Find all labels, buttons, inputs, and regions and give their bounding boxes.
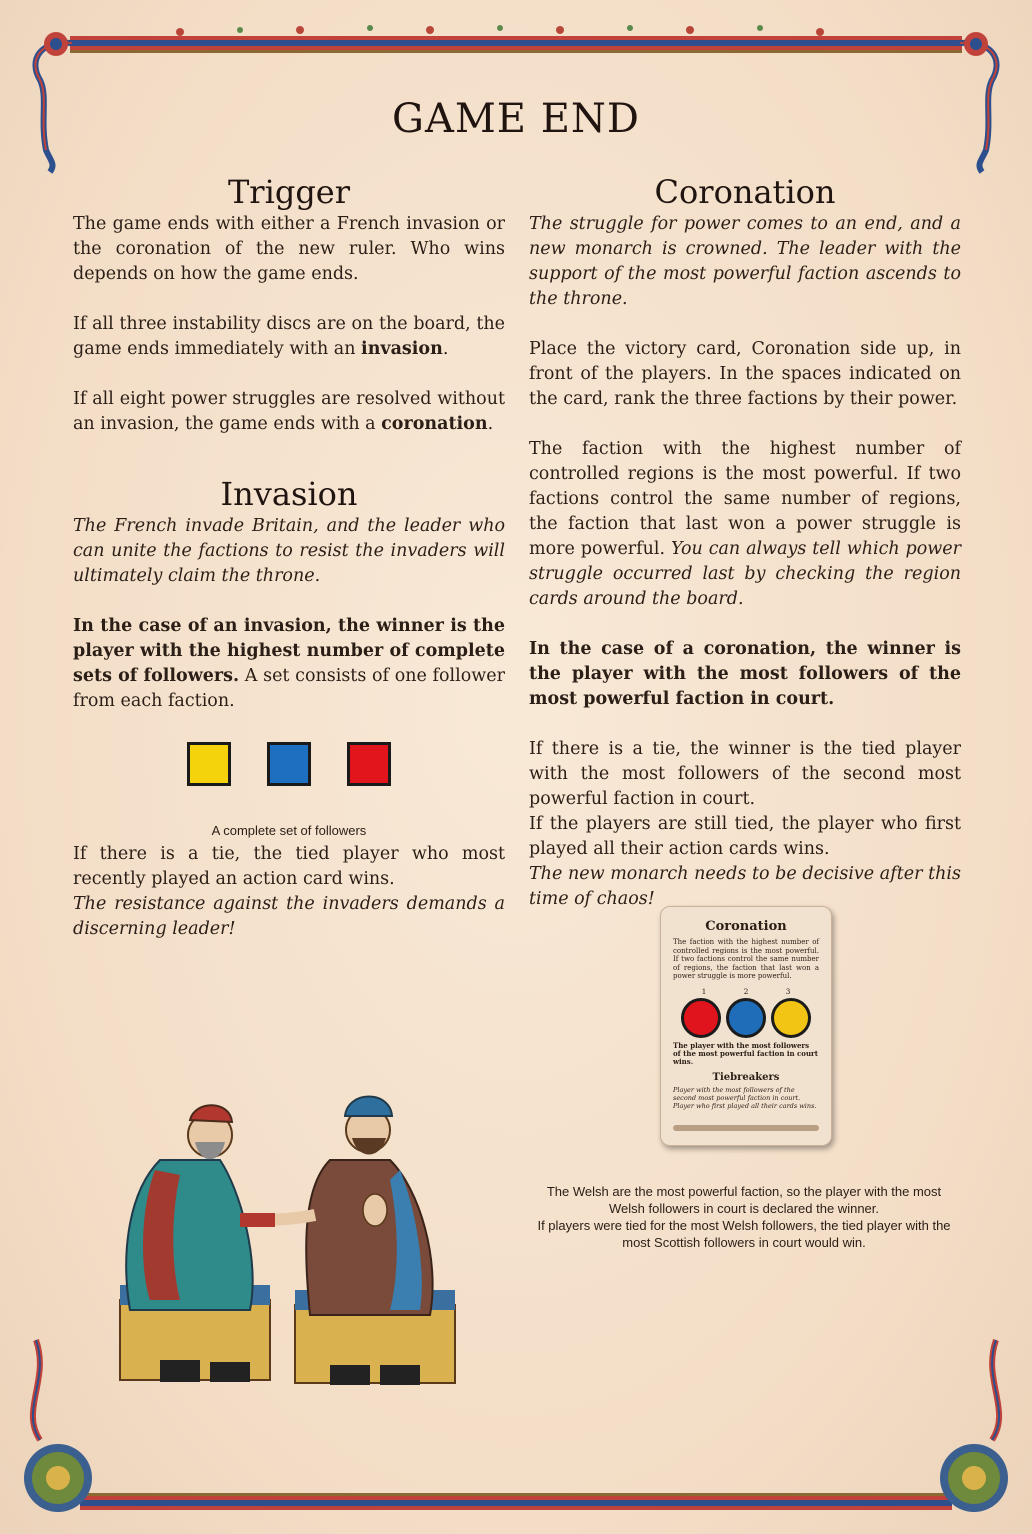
bottom-right-flourish bbox=[940, 1340, 1008, 1512]
invasion-tie: If there is a tie, the tied player who most recently played an action card wins. bbox=[73, 844, 505, 889]
follower-set-caption: A complete set of followers bbox=[211, 823, 367, 838]
invasion-rule: In the case of an invasion, the winner is the player with the highest number of complete sets of followers. A set consists of one follower from each faction. bbox=[73, 616, 505, 711]
yellow-faction-disc bbox=[771, 998, 811, 1038]
coronation-tie-flavor: The new monarch needs to be decisive after this time of chaos! bbox=[529, 864, 961, 909]
coronation-heading: Coronation bbox=[654, 173, 836, 211]
card-title: Coronation bbox=[705, 919, 787, 934]
red-faction-disc bbox=[681, 998, 721, 1038]
card-bottom-bar bbox=[673, 1125, 819, 1131]
rank-label: 2 bbox=[743, 986, 749, 996]
red-follower-swatch bbox=[347, 742, 391, 786]
blue-follower-swatch bbox=[267, 742, 311, 786]
invasion-flavor: The French invade Britain, and the leader who can unite the factions to resist the invaders will ultimately claim the throne. bbox=[73, 516, 505, 586]
trigger-coronation-rule: If all eight power struggles are resolved without an invasion, the game ends with a coronation. bbox=[73, 389, 505, 434]
yellow-follower-swatch bbox=[187, 742, 231, 786]
coronation-victory-card bbox=[660, 906, 832, 1146]
card-ranks bbox=[661, 981, 831, 996]
coronation-rule: In the case of a coronation, the winner is the player with the most followers of the most powerful faction in court. bbox=[529, 639, 961, 709]
coronation-flavor: The struggle for power comes to an end, and a new monarch is crowned. The leader with the support of the most powerful faction ascends to the throne. bbox=[529, 214, 961, 309]
page-title: GAME END bbox=[392, 96, 640, 142]
invasion-heading: Invasion bbox=[220, 475, 358, 513]
bottom-left-flourish bbox=[24, 1340, 92, 1512]
coronation-setup: Place the victory card, Coronation side up, in front of the players. In the spaces indicated on the card, rank the three factions by their power. bbox=[529, 339, 961, 409]
rank-label: 1 bbox=[701, 986, 707, 996]
card-discs bbox=[661, 998, 831, 1038]
rank-label: 3 bbox=[785, 986, 791, 996]
coronation-ranking: The faction with the highest number of controlled regions is the most powerful. If two factions control the same number of regions, the faction that last won a power struggle is more powerful. You can always tell which power struggle occurred last by checking the region cards around the board. bbox=[529, 439, 961, 609]
card-tiebreakers-text: Player with the most followers of the second most powerful faction in court. Player who first played all their cards wins. bbox=[673, 1085, 817, 1110]
invasion-tie-flavor: The resistance against the invaders demands a discerning leader! bbox=[73, 894, 505, 939]
card-win-rule: The player with the most followers of the most powerful faction in court wins. bbox=[673, 1040, 818, 1066]
card-tiebreakers-heading: Tiebreakers bbox=[712, 1071, 780, 1083]
right-column bbox=[529, 172, 961, 912]
blue-faction-disc bbox=[726, 998, 766, 1038]
card-caption: The Welsh are the most powerful faction, so the player with the most Welsh followers in court is declared the winner. If players were tied for the most Welsh followers, the tied player with the most Scottish followers in court would win. bbox=[537, 1184, 951, 1250]
coronation-tie-2: If the players are still tied, the player who first played all their action cards wins. bbox=[529, 814, 961, 859]
left-column bbox=[73, 172, 505, 942]
trigger-invasion-rule: If all three instability discs are on the board, the game ends immediately with an invasion. bbox=[73, 314, 505, 359]
follower-set bbox=[73, 742, 505, 792]
card-text: The faction with the highest number of controlled regions is the most powerful. If two factions control the same number of regions, the faction that last won a power struggle is more powerful. bbox=[673, 938, 819, 980]
coronation-tie-1: If there is a tie, the winner is the tied player with the most followers of the second most powerful faction in court. bbox=[529, 739, 961, 809]
medieval-handshake-illustration bbox=[100, 1080, 470, 1400]
trigger-intro: The game ends with either a French invasion or the coronation of the new ruler. Who wins depends on how the game ends. bbox=[73, 214, 505, 284]
trigger-heading: Trigger bbox=[227, 173, 351, 211]
